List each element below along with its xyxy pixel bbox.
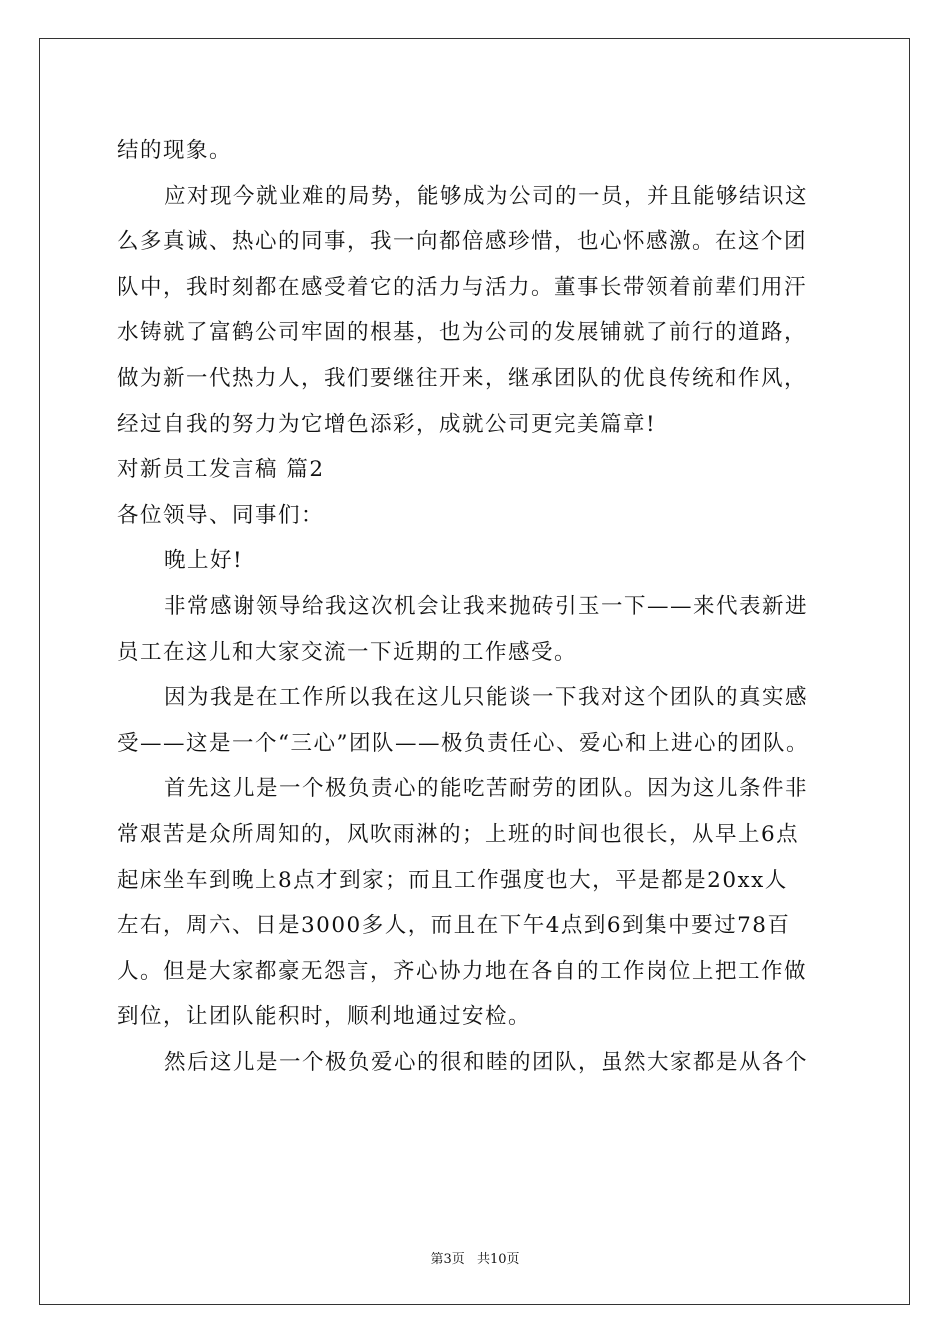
- text-line: 队中，我时刻都在感受着它的活力与活力。董事长带领着前辈们用汗: [117, 274, 808, 300]
- text-line: 起床坐车到晚上8点才到家；而且工作强度也大，平是都是20xx人: [117, 867, 788, 893]
- document-body: [117, 128, 837, 1085]
- section-heading: 对新员工发言稿 篇2: [117, 457, 325, 483]
- text-line: 常艰苦是众所周知的，风吹雨淋的；上班的时间也很长，从早上6点: [117, 821, 800, 847]
- text-line: 结的现象。: [117, 138, 233, 163]
- text-line: 然后这儿是一个极负爱心的很和睦的团队，虽然大家都是从各个: [164, 1049, 809, 1075]
- page-number: 第3页: [430, 1252, 465, 1267]
- text-line: 经过自我的努力为它增色添彩，成就公司更完美篇章!: [117, 411, 657, 437]
- text-line: 做为新一代热力人，我们要继往开来，继承团队的优良传统和作风，: [117, 365, 808, 391]
- text-line: 么多真诚、热心的同事，我一向都倍感珍惜，也心怀感激。在这个团: [117, 229, 808, 255]
- text-line: 受——这是一个“三心”团队——极负责任心、爱心和上进心的团队。: [117, 730, 809, 756]
- text-line: 人。但是大家都豪无怨言，齐心协力地在各自的工作岗位上把工作做: [117, 958, 808, 984]
- text-line: 左右，周六、日是3000多人，而且在下午4点到6到集中要过78百: [117, 913, 791, 939]
- page-total: 共10页: [476, 1252, 520, 1267]
- text-line: 首先这儿是一个极负责心的能吃苦耐劳的团队。因为这儿条件非: [164, 776, 809, 802]
- text-line: 因为我是在工作所以我在这儿只能谈一下我对这个团队的真实感: [164, 685, 809, 711]
- text-line: 到位，让团队能积时，顺利地通过安检。: [117, 1004, 532, 1030]
- greeting: 晚上好!: [164, 548, 244, 574]
- text-line: 员工在这儿和大家交流一下近期的工作感受。: [117, 639, 578, 665]
- text-line: 应对现今就业难的局势，能够成为公司的一员，并且能够结识这: [164, 183, 809, 209]
- text-line: 水铸就了富鹤公司牢固的根基，也为公司的发展铺就了前行的道路，: [117, 320, 808, 346]
- page-footer: [0, 1248, 950, 1267]
- text-line: 非常感谢领导给我这次机会让我来抛砖引玉一下——来代表新进: [164, 593, 809, 619]
- salutation: 各位领导、同事们：: [117, 502, 325, 528]
